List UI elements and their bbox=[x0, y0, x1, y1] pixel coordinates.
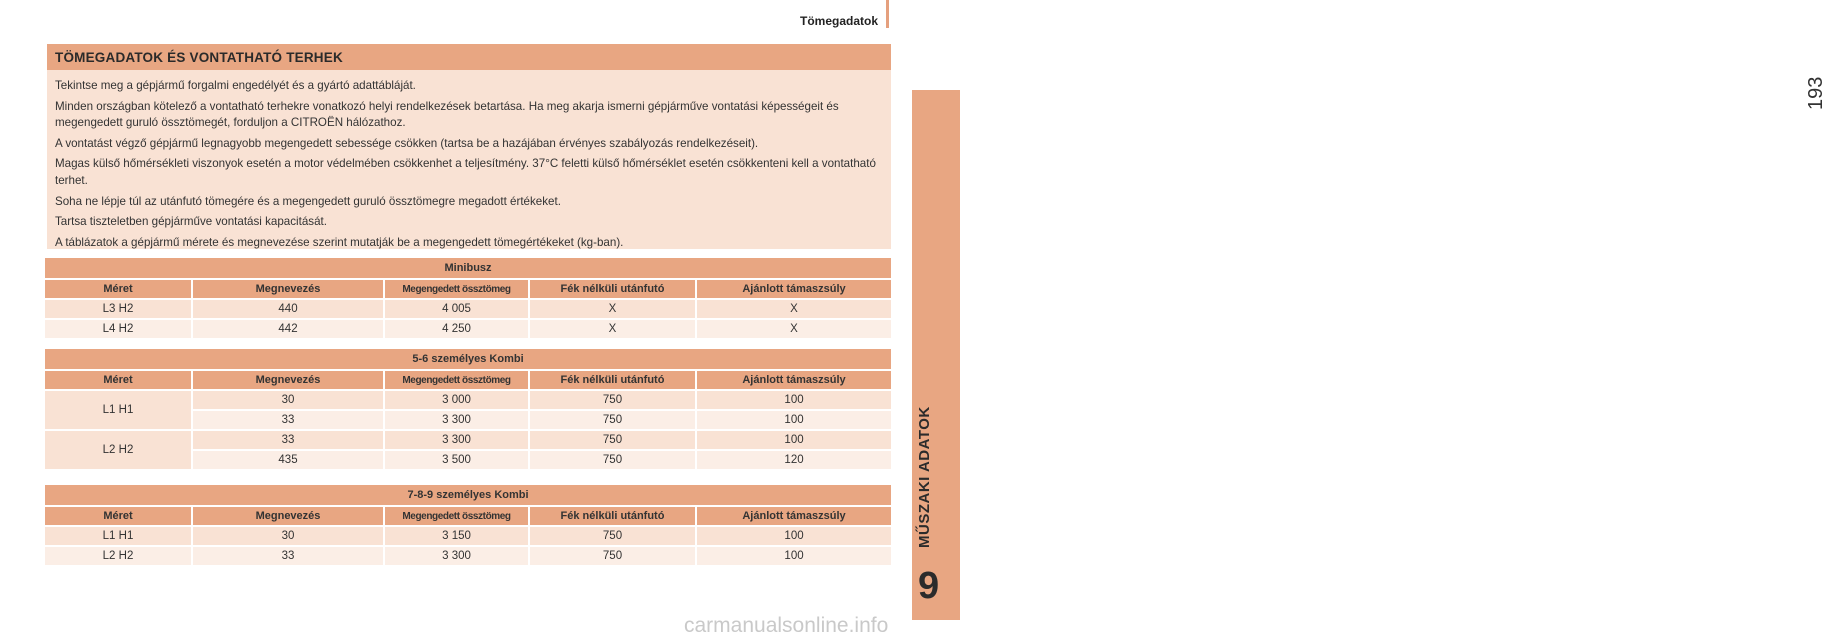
info-paragraph: Soha ne lépje túl az utánfutó tömegére és a megengedett guruló össztömegre megadott értékeket. bbox=[55, 194, 561, 208]
cell: 3 500 bbox=[385, 451, 530, 469]
chapter-number: 9 bbox=[918, 565, 940, 607]
column-header: Megengedett össztömeg bbox=[385, 280, 530, 298]
table-row bbox=[45, 527, 891, 545]
table-row bbox=[45, 300, 891, 318]
column-header: Méret bbox=[45, 507, 193, 525]
info-box-title: TÖMEGADATOK ÉS VONTATHATÓ TERHEK bbox=[55, 50, 343, 65]
cell: X bbox=[530, 320, 697, 338]
kombi-7-8-9-table bbox=[45, 483, 891, 567]
cell: 750 bbox=[530, 431, 697, 449]
running-header-title: Tömegadatok bbox=[799, 14, 878, 28]
cell: 100 bbox=[697, 391, 891, 409]
table-row bbox=[45, 547, 891, 565]
cell: 30 bbox=[193, 391, 385, 409]
cell: L2 H2 bbox=[45, 547, 193, 565]
info-paragraph: Minden országban kötelező a vontatható terhekre vonatkozó helyi rendelkezések betartása. Ha meg akarja ismerni gépjárműve vontatási képességeit és megengedett guruló össztömegét, forduljon a CITROËN hálózathoz. bbox=[55, 99, 839, 130]
cell: L1 H1 bbox=[45, 527, 193, 545]
cell: 750 bbox=[530, 411, 697, 429]
info-box-title-bar bbox=[47, 44, 891, 70]
column-header: Fék nélküli utánfutó bbox=[530, 280, 697, 298]
cell: X bbox=[697, 300, 891, 318]
cell: 750 bbox=[530, 527, 697, 545]
cell: 750 bbox=[530, 547, 697, 565]
cell: 120 bbox=[697, 451, 891, 469]
cell: 4 005 bbox=[385, 300, 530, 318]
column-header: Megnevezés bbox=[193, 280, 385, 298]
column-header: Fék nélküli utánfutó bbox=[530, 507, 697, 525]
cell: L4 H2 bbox=[45, 320, 193, 338]
page-number: 193 bbox=[1805, 76, 1827, 110]
table-caption: Minibusz bbox=[45, 258, 891, 278]
cell: 435 bbox=[193, 451, 385, 469]
cell: 100 bbox=[697, 431, 891, 449]
cell: 30 bbox=[193, 527, 385, 545]
info-paragraph: A vontatást végző gépjármű legnagyobb megengedett sebessége csökken (tartsa be a hazájában érvényes szabályozás rendelkezéseit). bbox=[55, 136, 759, 150]
size-cell: L2 H2 bbox=[45, 431, 193, 469]
kombi-5-6-table bbox=[45, 347, 891, 471]
cell: 3 300 bbox=[385, 547, 530, 565]
cell: 33 bbox=[193, 547, 385, 565]
size-cell: L1 H1 bbox=[45, 391, 193, 429]
cell: 100 bbox=[697, 547, 891, 565]
cell: 3 300 bbox=[385, 411, 530, 429]
chapter-tab-label: MŰSZAKI ADATOK bbox=[916, 406, 933, 548]
cell: 750 bbox=[530, 391, 697, 409]
cell: X bbox=[697, 320, 891, 338]
cell: 33 bbox=[193, 431, 385, 449]
column-header: Méret bbox=[45, 371, 193, 389]
table-row bbox=[45, 391, 891, 409]
column-header: Méret bbox=[45, 280, 193, 298]
column-header: Ajánlott támaszsúly bbox=[697, 507, 891, 525]
column-header: Megnevezés bbox=[193, 371, 385, 389]
info-paragraph: Magas külső hőmérsékleti viszonyok esetén a motor védelmében csökkenhet a teljesítmény. 37°C feletti külső hőmérséklet esetén csökkenteni kell a vontatható terhet. bbox=[55, 157, 876, 187]
cell: 442 bbox=[193, 320, 385, 338]
cell: 33 bbox=[193, 411, 385, 429]
info-paragraph: Tekintse meg a gépjármű forgalmi engedélyét és a gyártó adattábláját. bbox=[55, 79, 416, 92]
column-header: Fék nélküli utánfutó bbox=[530, 371, 697, 389]
watermark: carmanualsonline.info bbox=[684, 614, 889, 637]
cell: 3 000 bbox=[385, 391, 530, 409]
cell: 4 250 bbox=[385, 320, 530, 338]
column-header: Ajánlott támaszsúly bbox=[697, 371, 891, 389]
table-row bbox=[45, 431, 891, 449]
header-divider bbox=[886, 0, 889, 28]
cell: X bbox=[530, 300, 697, 318]
cell: 100 bbox=[697, 527, 891, 545]
info-box-text bbox=[55, 78, 885, 255]
info-paragraph: A táblázatok a gépjármű mérete és megnevezése szerint mutatják be a megengedett tömegértékeket (kg-ban). bbox=[55, 235, 624, 249]
cell: 440 bbox=[193, 300, 385, 318]
column-header: Megengedett össztömeg bbox=[385, 371, 530, 389]
cell: 750 bbox=[530, 451, 697, 469]
cell: 3 300 bbox=[385, 431, 530, 449]
cell: L3 H2 bbox=[45, 300, 193, 318]
column-header: Ajánlott támaszsúly bbox=[697, 280, 891, 298]
column-header: Megengedett össztömeg bbox=[385, 507, 530, 525]
table-caption: 5-6 személyes Kombi bbox=[45, 349, 891, 369]
info-paragraph: Tartsa tiszteletben gépjárműve vontatási kapacitását. bbox=[55, 215, 327, 229]
cell: 100 bbox=[697, 411, 891, 429]
cell: 3 150 bbox=[385, 527, 530, 545]
table-caption: 7-8-9 személyes Kombi bbox=[45, 485, 891, 505]
minibusz-table bbox=[45, 256, 891, 340]
column-header: Megnevezés bbox=[193, 507, 385, 525]
table-row bbox=[45, 320, 891, 338]
info-box bbox=[47, 44, 891, 249]
